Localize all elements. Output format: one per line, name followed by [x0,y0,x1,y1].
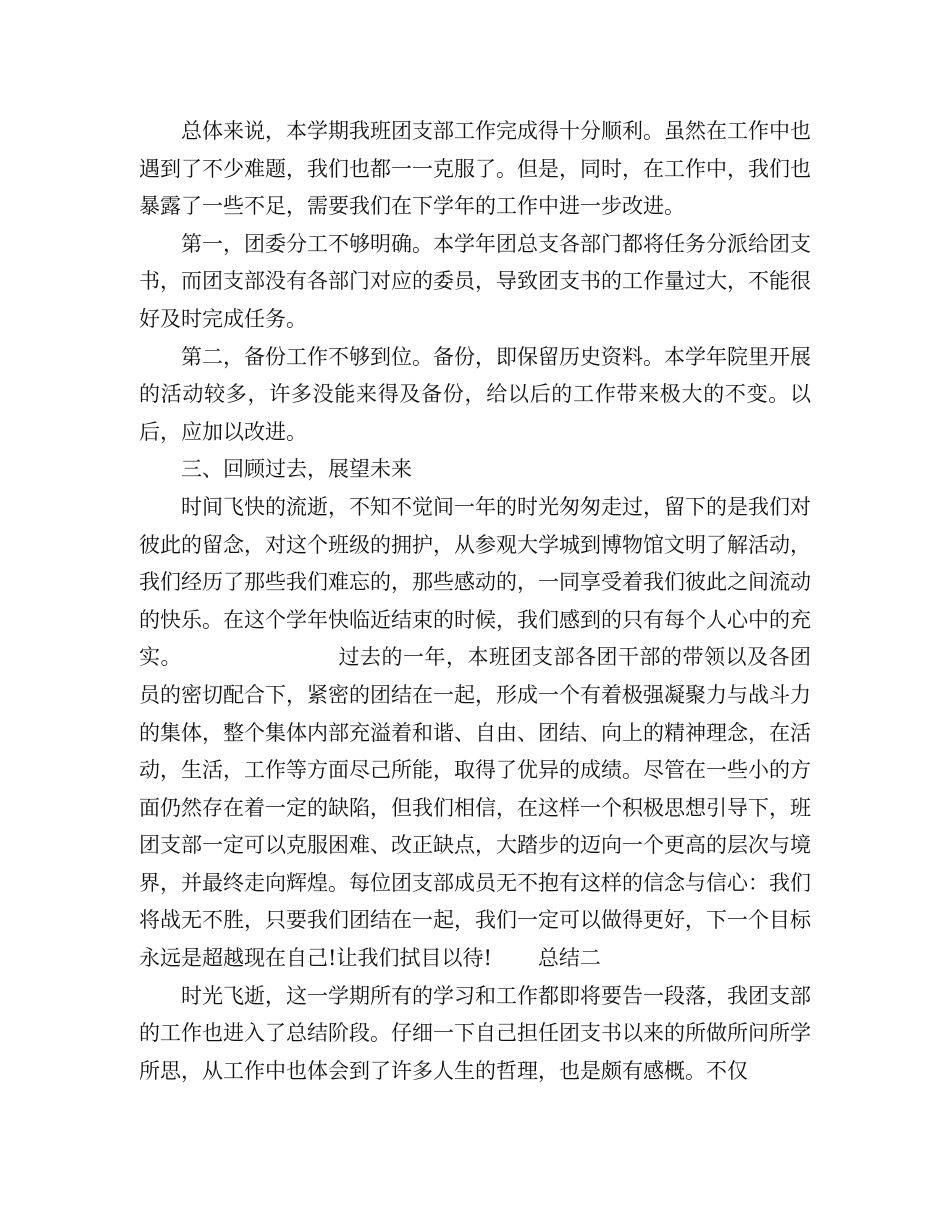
summary-two-label: 总结二 [537,946,601,971]
paragraph-point-two: 第二，备份工作不够到位。备份，即保留历史资料。本学年院里开展的活动较多，许多没能来得及备份，给以后的工作带来极大的不变。以后，应加以改进。 [139,344,811,444]
review-text-part-two: 过去的一年，本班团支部各团干部的带领以及各团员的密切配合下，紧密的团结在一起，形成一个有着极强凝聚力与战斗力的集体，整个集体内部充溢着和谐、自由、团结、向上的精神理念，在活动，生活，工作等方面尽己所能，取得了优异的成绩。尽管在一些小的方面仍然存在着一定的缺陷，但我们相信，在这样一个积极思想引导下，班团支部一定可以克服困难、改正缺点，大踏步的迈向一个更高的层次与境界，并最终走向辉煌。每位团支部成员无不抱有这样的信念与信心：我们将战无不胜，只要我们团结在一起，我们一定可以做得更好，下一个目标永远是超越现在自己!让我们拭目以待! [139,645,811,971]
paragraph-summary-two: 时光飞逝，这一学期所有的学习和工作都即将要告一段落，我团支部的工作也进入了总结阶段。仔细一下自己担任团支书以来的所做所问所学所思，从工作中也体会到了许多人生的哲理，也是颇有感概。不仅 [139,983,811,1083]
paragraph-summary: 总体来说，本学期我班团支部工作完成得十分顺利。虽然在工作中也遇到了不少难题，我们也都一一克服了。但是，同时，在工作中，我们也暴露了一些不足，需要我们在下学年的工作中进一步改进。 [139,119,811,219]
paragraph-review [139,489,811,978]
section-heading-three: 三、回顾过去，展望未来 [181,457,412,482]
document-page [139,113,811,1090]
paragraph-point-one: 第一，团委分工不够明确。本学年团总支各部门都将任务分派给团支书，而团支部没有各部门对应的委员，导致团支书的工作量过大，不能很好及时完成任务。 [139,231,811,331]
review-text-part-one: 时间飞快的流逝，不知不觉间一年的时光匆匆走过，留下的是我们对彼此的留念，对这个班级的拥护，从参观大学城到博物馆文明了解活动，我们经历了那些我们难忘的，那些感动的，一同享受着我们彼此之间流动的快乐。在这个学年快临近结束的时候，我们感到的只有每个人心中的充实。 [139,494,811,670]
